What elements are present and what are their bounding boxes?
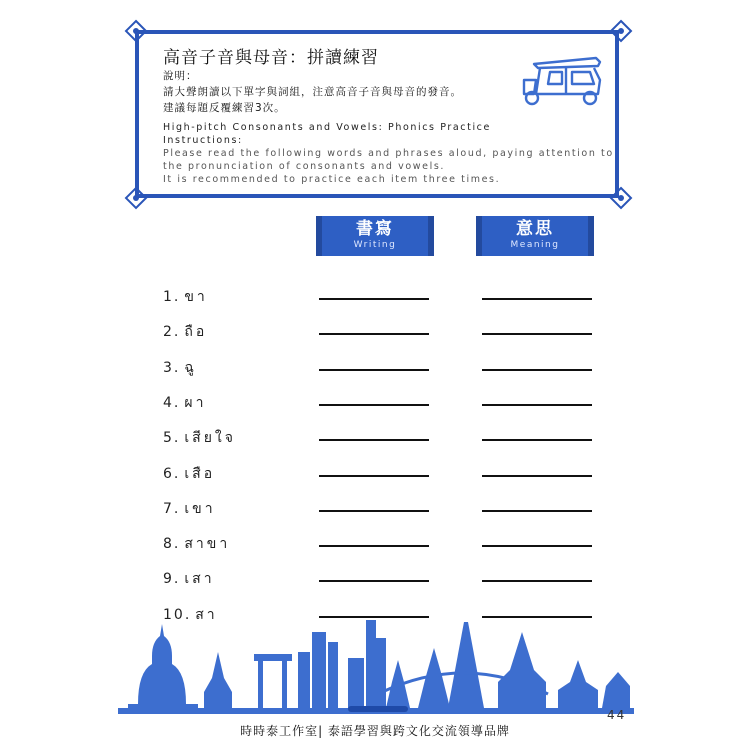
thai-word: ผา bbox=[184, 395, 207, 411]
zh-instructions-line: 建議每題反覆練習3次。 bbox=[163, 102, 286, 114]
exercise-item bbox=[163, 357, 197, 381]
thai-word: ฉู bbox=[184, 360, 197, 376]
meaning-answer-line[interactable] bbox=[482, 545, 592, 547]
ornament-icon bbox=[124, 186, 148, 210]
meaning-header-label: 意思 bbox=[516, 219, 554, 239]
zh-instructions-line: 請大聲朗讀以下單字與詞組，注意高音子音與母音的發音。 bbox=[163, 86, 462, 98]
writing-answer-line[interactable] bbox=[319, 510, 429, 512]
meaning-answer-line[interactable] bbox=[482, 404, 592, 406]
exercise-item bbox=[163, 286, 208, 310]
writing-answer-line[interactable] bbox=[319, 580, 429, 582]
en-instructions-line: Please read the following words and phrases aloud, paying attention to bbox=[163, 148, 614, 159]
thai-word: เสา bbox=[184, 571, 215, 587]
meaning-answer-line[interactable] bbox=[482, 298, 592, 300]
meaning-answer-line[interactable] bbox=[482, 510, 592, 512]
item-number: 2. bbox=[163, 324, 181, 340]
thai-word: ถือ bbox=[184, 324, 208, 340]
ornament-icon bbox=[609, 186, 633, 210]
exercise-item bbox=[163, 463, 215, 487]
en-title: High-pitch Consonants and Vowels: Phonics Practice bbox=[163, 122, 491, 133]
meaning-answer-line[interactable] bbox=[482, 333, 592, 335]
item-number: 9. bbox=[163, 571, 181, 587]
exercise-item bbox=[163, 427, 236, 451]
thai-word: เขา bbox=[184, 501, 216, 517]
item-number: 8. bbox=[163, 536, 181, 552]
item-number: 1. bbox=[163, 289, 181, 305]
thai-word: เสือ bbox=[184, 466, 216, 482]
thai-word: ขา bbox=[184, 289, 208, 305]
bangkok-skyline-illustration bbox=[118, 612, 634, 720]
writing-answer-line[interactable] bbox=[319, 439, 429, 441]
page-number: 44 bbox=[607, 708, 627, 722]
zh-instructions-label: 說明： bbox=[163, 70, 198, 82]
thai-word: สาขา bbox=[184, 536, 231, 552]
exercise-item bbox=[163, 568, 215, 592]
item-number: 3. bbox=[163, 360, 181, 376]
writing-answer-line[interactable] bbox=[319, 545, 429, 547]
exercise-item bbox=[163, 498, 216, 522]
writing-answer-line[interactable] bbox=[319, 404, 429, 406]
meaning-answer-line[interactable] bbox=[482, 475, 592, 477]
thai-word: เสียใจ bbox=[184, 430, 236, 446]
footer-brand: 時時泰工作室| 泰語學習與跨文化交流領導品牌 bbox=[240, 724, 510, 738]
item-number: 7. bbox=[163, 501, 181, 517]
item-number: 5. bbox=[163, 430, 181, 446]
meaning-answer-line[interactable] bbox=[482, 580, 592, 582]
meaning-answer-line[interactable] bbox=[482, 439, 592, 441]
en-instructions-line: the pronunciation of consonants and vowels. bbox=[163, 161, 446, 172]
tuk-tuk-icon bbox=[520, 50, 610, 110]
writing-column-header bbox=[316, 216, 434, 256]
thai-word: สา bbox=[195, 607, 218, 623]
en-instructions-label: Instructions: bbox=[163, 135, 243, 146]
exercise-item bbox=[163, 533, 230, 557]
item-number: 6. bbox=[163, 466, 181, 482]
writing-answer-line[interactable] bbox=[319, 475, 429, 477]
writing-answer-line[interactable] bbox=[319, 369, 429, 371]
writing-header-label: 書寫 bbox=[356, 219, 394, 239]
writing-answer-line[interactable] bbox=[319, 333, 429, 335]
item-number: 10. bbox=[163, 607, 192, 623]
en-instructions-line: It is recommended to practice each item three times. bbox=[163, 174, 501, 185]
exercise-item bbox=[163, 392, 206, 416]
writing-answer-line[interactable] bbox=[319, 298, 429, 300]
ornament-icon bbox=[609, 19, 633, 43]
item-number: 4. bbox=[163, 395, 181, 411]
writing-header-sublabel: Writing bbox=[353, 240, 397, 250]
meaning-answer-line[interactable] bbox=[482, 369, 592, 371]
ornament-icon bbox=[124, 19, 148, 43]
exercise-item bbox=[163, 321, 207, 345]
meaning-column-header bbox=[476, 216, 594, 256]
meaning-header-sublabel: Meaning bbox=[510, 240, 560, 250]
page-title: 高音子音與母音：拼讀練習 bbox=[163, 48, 379, 68]
